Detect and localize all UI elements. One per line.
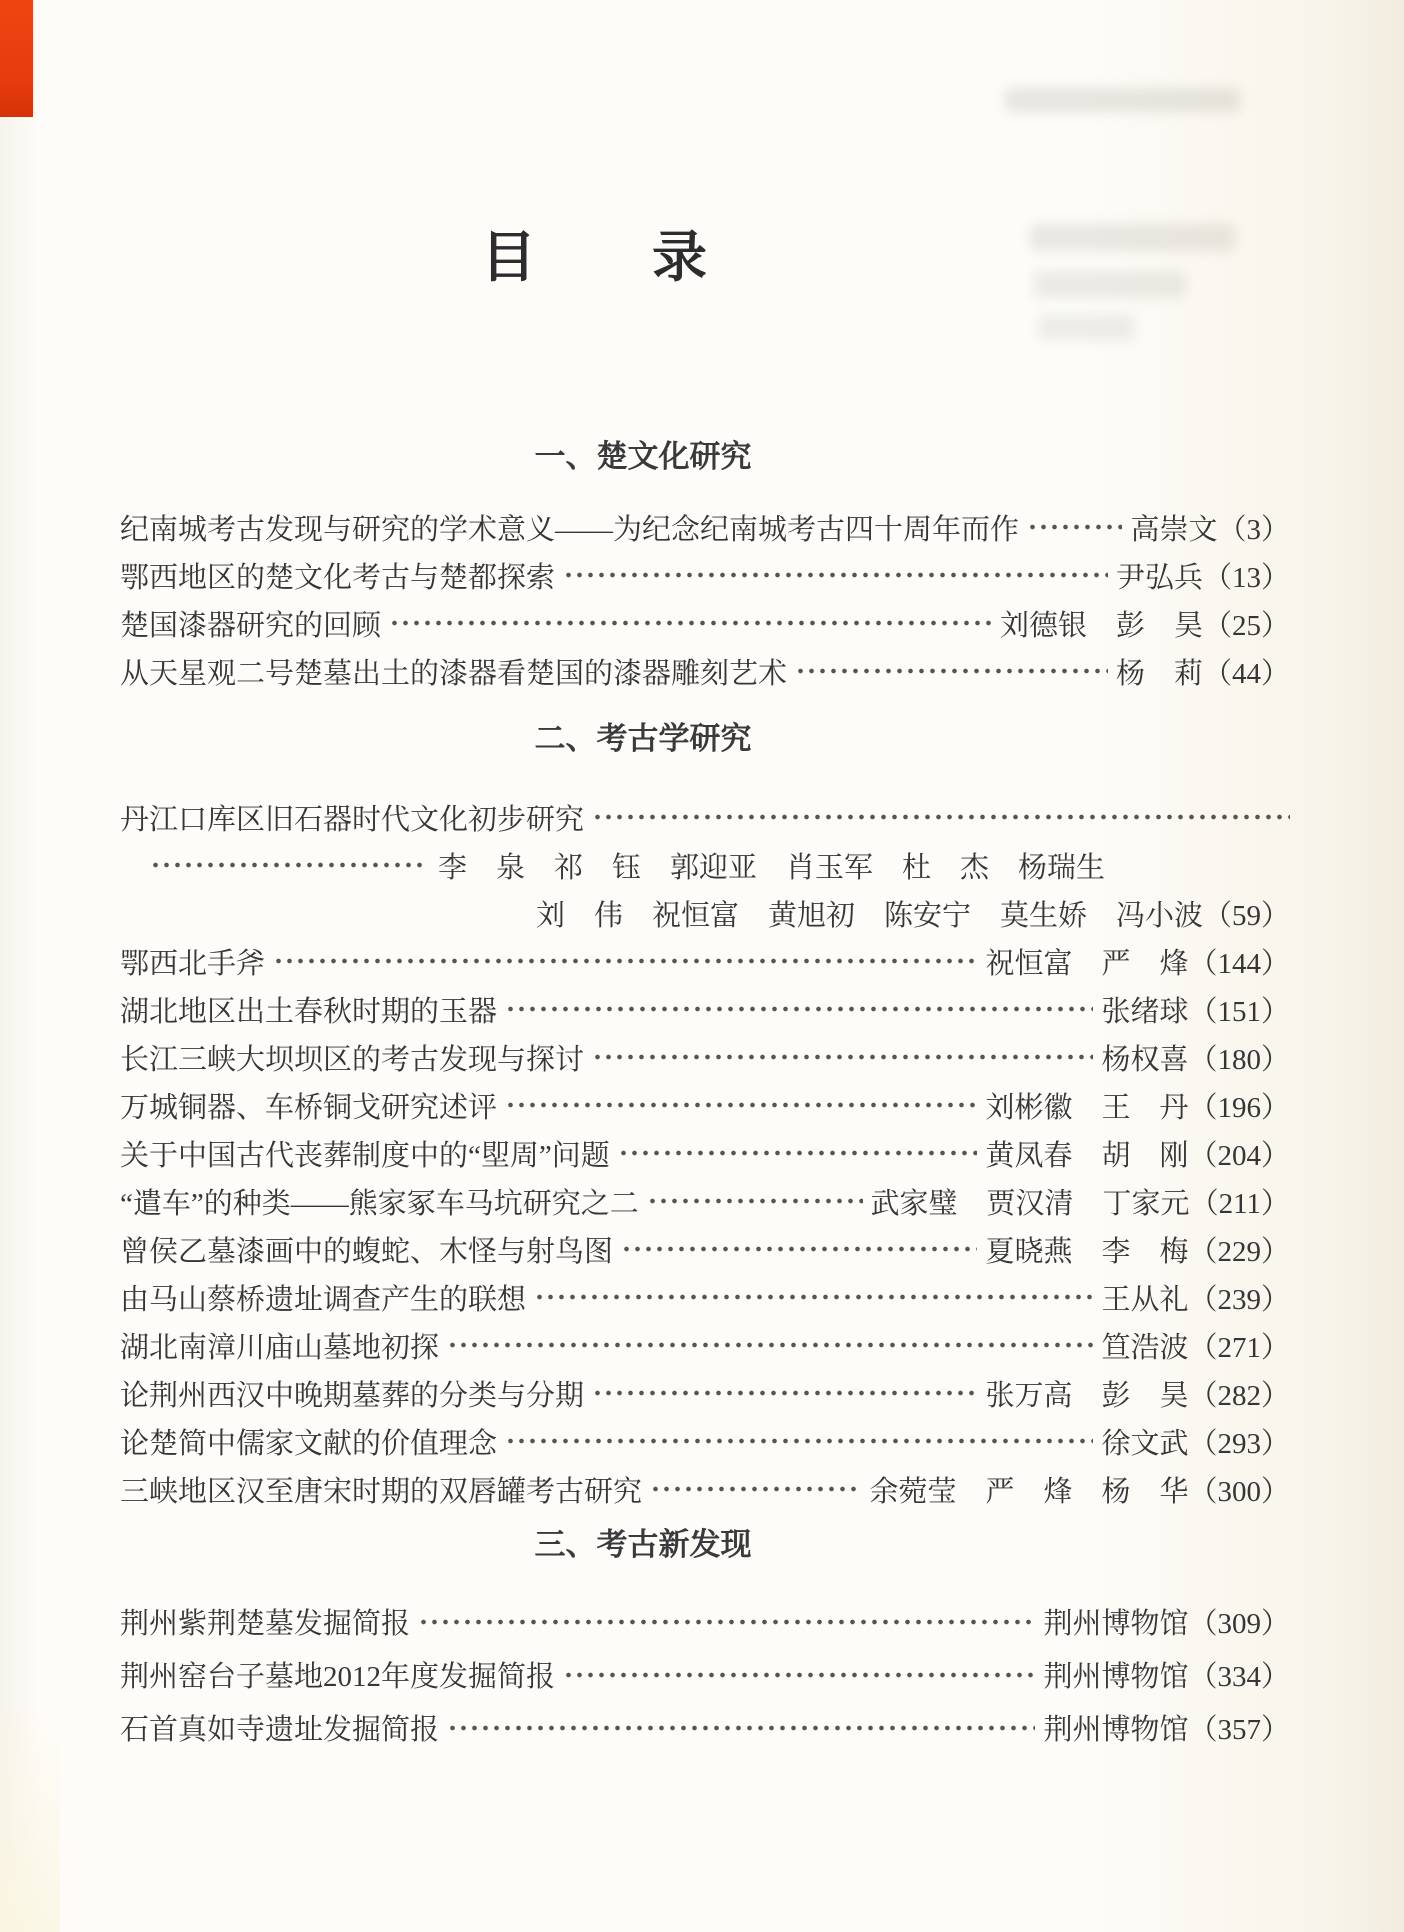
entry-authors: 荆州博物馆 xyxy=(1043,1608,1189,1640)
toc-entry xyxy=(120,503,1290,551)
dot-leader xyxy=(647,1197,863,1205)
dot-leader xyxy=(150,861,422,869)
dot-leader xyxy=(618,1149,978,1157)
toc-entry xyxy=(120,1273,1290,1321)
entry-page-number: （196） xyxy=(1188,1091,1290,1124)
entry-title: 鄂西地区的楚文化考古与楚都探索 xyxy=(120,561,556,594)
entry-authors: 刘 伟 祝恒富 黄旭初 陈安宁 莫生娇 冯小波 xyxy=(535,899,1203,932)
toc-entry xyxy=(120,599,1290,647)
entry-authors: 祝恒富 严 烽 xyxy=(985,947,1189,980)
section-entries xyxy=(120,1595,1290,1754)
entry-title: 湖北南漳川庙山墓地初探 xyxy=(120,1331,440,1364)
toc-content xyxy=(120,225,1290,1754)
entry-authors: 荆州博物馆 xyxy=(1043,1714,1189,1746)
entry-page-number: （293） xyxy=(1188,1427,1290,1460)
page-title: 目 录 xyxy=(480,227,709,288)
entry-authors: 黄凤春 胡 刚 xyxy=(985,1139,1189,1172)
dot-leader xyxy=(592,1053,1093,1061)
toc-entry xyxy=(120,1033,1290,1081)
entry-authors: 夏晓燕 李 梅 xyxy=(985,1235,1189,1268)
entry-title: 从天星观二号楚墓出土的漆器看楚国的漆器雕刻艺术 xyxy=(120,657,788,690)
dot-leader xyxy=(534,1293,1093,1301)
dot-leader xyxy=(505,1101,977,1109)
toc-entry xyxy=(120,985,1290,1033)
toc-entry xyxy=(120,1417,1290,1465)
entry-authors: 高崇文 xyxy=(1130,513,1218,546)
toc-entry xyxy=(120,1321,1290,1369)
entry-page-number: （334） xyxy=(1188,1661,1290,1693)
entry-title: 论楚简中儒家文献的价值理念 xyxy=(120,1427,498,1460)
entry-page-number: （300） xyxy=(1188,1475,1290,1508)
entry-authors: 刘彬徽 王 丹 xyxy=(985,1091,1189,1124)
section-heading: 二、考古学研究 xyxy=(534,721,752,756)
entry-authors: 武家璧 贾汉清 丁家元 xyxy=(870,1187,1190,1220)
entry-title: 论荆州西汉中晚期墓葬的分类与分期 xyxy=(120,1379,585,1412)
entry-authors: 杨权喜 xyxy=(1101,1043,1189,1076)
paper-corner-shade xyxy=(0,1712,60,1932)
toc-entry xyxy=(120,889,1290,937)
entry-authors: 余菀莹 严 烽 杨 华 xyxy=(869,1475,1189,1508)
toc-entry xyxy=(120,793,1290,841)
toc-entry xyxy=(120,841,1290,889)
entry-page-number: （180） xyxy=(1188,1043,1290,1076)
book-spine-red-stripe xyxy=(0,0,33,117)
entry-page-number: （282） xyxy=(1188,1379,1290,1412)
toc-entry xyxy=(120,1225,1290,1273)
toc-entry xyxy=(120,1081,1290,1129)
entry-page-number: （239） xyxy=(1188,1283,1290,1316)
entry-page-number: （144） xyxy=(1188,947,1290,980)
entry-page-number: （13） xyxy=(1202,561,1290,594)
entry-title: 关于中国古代丧葬制度中的“堲周”问题 xyxy=(120,1139,610,1172)
toc-entry xyxy=(120,1129,1290,1177)
dot-leader xyxy=(650,1485,861,1493)
entry-title: 楚国漆器研究的回顾 xyxy=(120,609,382,642)
entry-title: “遣车”的种类——熊家冢车马坑研究之二 xyxy=(120,1187,639,1220)
entry-title: 万城铜器、车桥铜戈研究述评 xyxy=(120,1091,498,1124)
dot-leader xyxy=(273,957,977,965)
dot-leader xyxy=(621,1245,977,1253)
dot-leader xyxy=(592,1389,977,1397)
entry-page-number: （271） xyxy=(1188,1331,1290,1364)
entry-page-number: （309） xyxy=(1188,1608,1290,1640)
dot-leader xyxy=(563,571,1108,579)
dot-leader xyxy=(1027,523,1122,531)
toc-entry xyxy=(120,1369,1290,1417)
entry-title: 纪南城考古发现与研究的学术意义——为纪念纪南城考古四十周年而作 xyxy=(120,513,1020,546)
dot-leader xyxy=(592,813,1290,821)
entry-title: 由马山蔡桥遗址调查产生的联想 xyxy=(120,1283,527,1316)
dot-leader xyxy=(795,667,1108,675)
section-heading: 三、考古新发现 xyxy=(534,1527,752,1562)
entry-page-number: （229） xyxy=(1188,1235,1290,1268)
entry-title: 曾侯乙墓漆画中的蝮蛇、木怪与射鸟图 xyxy=(120,1235,614,1268)
dot-leader xyxy=(447,1341,1093,1349)
entry-authors: 张万高 彭 昊 xyxy=(985,1379,1189,1412)
dot-leader xyxy=(563,1671,1035,1679)
entry-authors: 张绪球 xyxy=(1101,995,1189,1028)
entry-page-number: （3） xyxy=(1217,513,1290,546)
toc-entry xyxy=(120,1595,1290,1648)
entry-authors: 笪浩波 xyxy=(1101,1331,1189,1364)
dot-leader xyxy=(418,1618,1035,1626)
entry-title: 丹江口库区旧石器时代文化初步研究 xyxy=(120,803,585,836)
entry-authors: 尹弘兵 xyxy=(1115,561,1203,594)
toc-entry xyxy=(120,1648,1290,1701)
entry-title: 鄂西北手斧 xyxy=(120,947,266,980)
entry-page-number: （204） xyxy=(1188,1139,1290,1172)
section-entries xyxy=(120,503,1290,695)
entry-title: 湖北地区出土春秋时期的玉器 xyxy=(120,995,498,1028)
entry-authors: 徐文武 xyxy=(1101,1427,1189,1460)
entry-authors: 荆州博物馆 xyxy=(1043,1661,1189,1693)
dot-leader xyxy=(447,1724,1035,1732)
entry-authors: 刘德银 彭 昊 xyxy=(999,609,1203,642)
toc-entry xyxy=(120,1701,1290,1754)
entry-page-number: （25） xyxy=(1202,609,1290,642)
entry-page-number: （357） xyxy=(1188,1714,1290,1746)
section-entries xyxy=(120,793,1290,1513)
entry-authors: 李 泉 祁 钰 郭迎亚 肖玉军 杜 杰 杨瑞生 xyxy=(438,851,1106,884)
toc-entry xyxy=(120,551,1290,599)
entry-page-number: （151） xyxy=(1188,995,1290,1028)
dot-leader xyxy=(505,1437,1093,1445)
dot-leader xyxy=(389,619,992,627)
toc-entry xyxy=(120,1465,1290,1513)
entry-page-number: （44） xyxy=(1202,657,1290,690)
toc-sections xyxy=(120,437,1290,1754)
dot-leader xyxy=(505,1005,1093,1013)
entry-title: 荆州窑台子墓地2012年度发掘简报 xyxy=(120,1661,556,1693)
entry-page-number: （59） xyxy=(1202,899,1290,932)
bleed-through-ghost xyxy=(1005,88,1240,112)
toc-entry xyxy=(120,937,1290,985)
entry-title: 长江三峡大坝坝区的考古发现与探讨 xyxy=(120,1043,585,1076)
entry-title: 荆州紫荆楚墓发掘简报 xyxy=(120,1608,411,1640)
entry-page-number: （211） xyxy=(1189,1187,1290,1220)
entry-authors: 王从礼 xyxy=(1101,1283,1189,1316)
entry-title: 石首真如寺遗址发掘简报 xyxy=(120,1714,440,1746)
entry-authors: 杨 莉 xyxy=(1115,657,1203,690)
toc-entry xyxy=(120,1177,1290,1225)
entry-title: 三峡地区汉至唐宋时期的双唇罐考古研究 xyxy=(120,1475,643,1508)
toc-entry xyxy=(120,647,1290,695)
section-heading: 一、楚文化研究 xyxy=(534,439,752,474)
